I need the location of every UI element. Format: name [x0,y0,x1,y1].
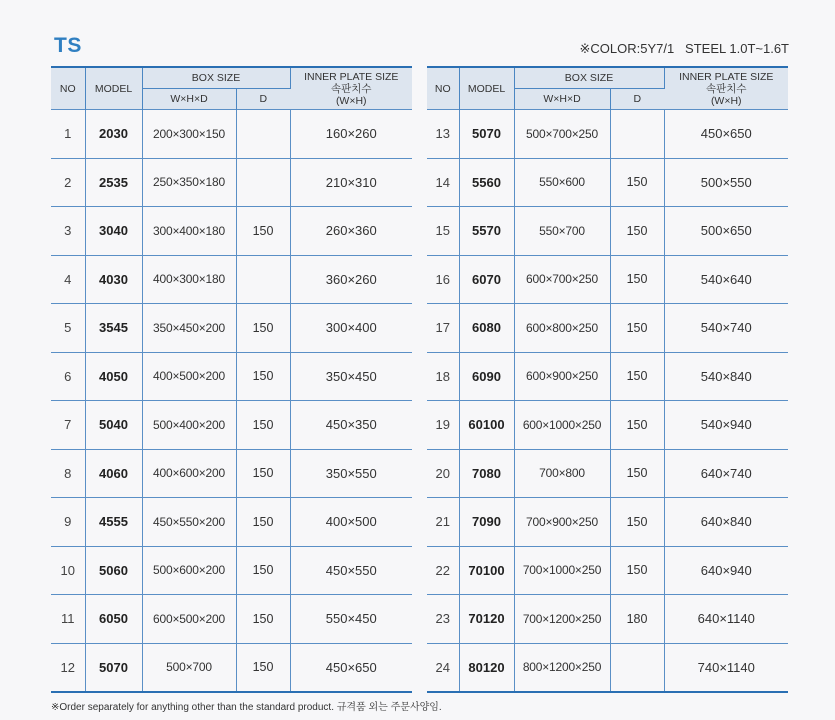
cell-d: 150 [610,449,664,498]
cell-model: 7080 [459,449,514,498]
cell-d: 150 [610,498,664,547]
cell-no: 12 [51,643,85,692]
cell-model: 2030 [85,110,142,159]
cell-no: 7 [51,401,85,450]
cell-no: 10 [51,546,85,595]
header-no: NO [51,67,85,110]
cell-model: 6070 [459,255,514,304]
cell-inner-plate: 210×310 [290,158,412,207]
header-d: D [236,89,290,110]
cell-box-size: 400×600×200 [142,449,236,498]
cell-box-size: 500×700×250 [514,110,610,159]
cell-d: 150 [610,304,664,353]
cell-no: 5 [51,304,85,353]
cell-d: 150 [236,546,290,595]
cell-model: 5040 [85,401,142,450]
table-row [427,546,788,595]
cell-model: 80120 [459,643,514,692]
page-title: TS [54,34,82,57]
cell-inner-plate: 540×940 [664,401,788,450]
header-box-size: BOX SIZE [514,67,664,89]
table-row [427,595,788,644]
cell-d: 150 [236,207,290,256]
cell-d: 150 [610,546,664,595]
cell-no: 4 [51,255,85,304]
cell-d: 150 [236,401,290,450]
cell-inner-plate: 640×1140 [664,595,788,644]
cell-no: 15 [427,207,459,256]
cell-no: 1 [51,110,85,159]
header-inner-plate [664,67,788,110]
cell-model: 5070 [85,643,142,692]
cell-inner-plate: 260×360 [290,207,412,256]
cell-no: 8 [51,449,85,498]
cell-no: 17 [427,304,459,353]
table-row [427,643,788,692]
cell-model: 60100 [459,401,514,450]
spec-table-right [427,66,788,693]
cell-inner-plate: 740×1140 [664,643,788,692]
table-row [427,255,788,304]
cell-box-size: 800×1200×250 [514,643,610,692]
header-inner-plate-line2: 속판치수 [705,82,747,95]
cell-model: 70120 [459,595,514,644]
cell-box-size: 400×300×180 [142,255,236,304]
cell-box-size: 700×800 [514,449,610,498]
cell-no: 14 [427,158,459,207]
table-row [51,110,412,159]
cell-box-size: 500×700 [142,643,236,692]
table-row [51,207,412,256]
cell-box-size: 600×500×200 [142,595,236,644]
cell-d: 150 [610,158,664,207]
cell-d: 150 [236,643,290,692]
cell-inner-plate: 540×640 [664,255,788,304]
cell-no: 3 [51,207,85,256]
cell-box-size: 600×800×250 [514,304,610,353]
cell-inner-plate: 450×550 [290,546,412,595]
cell-no: 2 [51,158,85,207]
cell-box-size: 550×600 [514,158,610,207]
cell-box-size: 500×600×200 [142,546,236,595]
cell-box-size: 600×1000×250 [514,401,610,450]
header-no: NO [427,67,459,110]
header-box-size: BOX SIZE [142,67,290,89]
header-inner-plate-line2: 속판치수 [330,82,372,95]
table-row [427,207,788,256]
cell-no: 20 [427,449,459,498]
cell-inner-plate: 540×840 [664,352,788,401]
cell-box-size: 450×550×200 [142,498,236,547]
cell-d: 150 [610,401,664,450]
cell-model: 70100 [459,546,514,595]
table-row [427,158,788,207]
cell-no: 24 [427,643,459,692]
cell-no: 16 [427,255,459,304]
cell-box-size: 600×900×250 [514,352,610,401]
cell-d [610,110,664,159]
cell-model: 6080 [459,304,514,353]
cell-model: 5070 [459,110,514,159]
table-row [51,643,412,692]
cell-model: 4030 [85,255,142,304]
cell-model: 3545 [85,304,142,353]
cell-inner-plate: 640×740 [664,449,788,498]
table-row [51,255,412,304]
cell-d: 150 [610,255,664,304]
cell-d: 150 [236,498,290,547]
cell-no: 18 [427,352,459,401]
cell-model: 7090 [459,498,514,547]
cell-d: 150 [236,352,290,401]
cell-model: 4060 [85,449,142,498]
header-model: MODEL [85,67,142,110]
cell-inner-plate: 640×840 [664,498,788,547]
cell-box-size: 400×500×200 [142,352,236,401]
color-steel-spec: ※COLOR:5Y7/1 STEEL 1.0T~1.6T [579,41,789,56]
cell-model: 4555 [85,498,142,547]
cell-no: 23 [427,595,459,644]
cell-box-size: 200×300×150 [142,110,236,159]
cell-d: 180 [610,595,664,644]
header-inner-plate [290,67,412,110]
cell-d [236,255,290,304]
table-row [427,352,788,401]
footnote: ※Order separately for anything other than the standard product. 규격품 외는 주문사양임. [51,702,442,713]
cell-box-size: 700×900×250 [514,498,610,547]
table-row [51,401,412,450]
cell-no: 11 [51,595,85,644]
table-row [51,352,412,401]
cell-d: 150 [610,207,664,256]
cell-box-size: 250×350×180 [142,158,236,207]
cell-no: 9 [51,498,85,547]
header-whd: W×H×D [514,89,610,110]
header-inner-plate-line3: (W×H) [335,94,367,107]
table-row [427,304,788,353]
cell-d [236,110,290,159]
header-whd: W×H×D [142,89,236,110]
cell-inner-plate: 300×400 [290,304,412,353]
cell-inner-plate: 450×650 [290,643,412,692]
cell-inner-plate: 350×450 [290,352,412,401]
header-d: D [610,89,664,110]
table-row [51,595,412,644]
cell-inner-plate: 500×550 [664,158,788,207]
table-row [427,110,788,159]
cell-model: 2535 [85,158,142,207]
spec-table-left [51,66,412,693]
table-row [51,546,412,595]
cell-inner-plate: 450×650 [664,110,788,159]
cell-inner-plate: 350×550 [290,449,412,498]
cell-inner-plate: 360×260 [290,255,412,304]
cell-no: 19 [427,401,459,450]
cell-inner-plate: 550×450 [290,595,412,644]
table-row [51,304,412,353]
cell-model: 5570 [459,207,514,256]
cell-no: 13 [427,110,459,159]
cell-box-size: 700×1000×250 [514,546,610,595]
cell-model: 5560 [459,158,514,207]
cell-no: 22 [427,546,459,595]
table-row [51,158,412,207]
cell-inner-plate: 640×940 [664,546,788,595]
cell-box-size: 600×700×250 [514,255,610,304]
header-inner-plate-line1: INNER PLATE SIZE [304,70,399,83]
cell-model: 4050 [85,352,142,401]
cell-d: 150 [236,595,290,644]
cell-inner-plate: 500×650 [664,207,788,256]
table-row [427,498,788,547]
cell-box-size: 550×700 [514,207,610,256]
cell-no: 21 [427,498,459,547]
header-inner-plate-line3: (W×H) [710,94,742,107]
cell-d: 150 [236,449,290,498]
cell-box-size: 350×450×200 [142,304,236,353]
table-row [51,498,412,547]
cell-model: 3040 [85,207,142,256]
cell-model: 5060 [85,546,142,595]
cell-box-size: 700×1200×250 [514,595,610,644]
cell-d [236,158,290,207]
cell-inner-plate: 400×500 [290,498,412,547]
table-row [427,401,788,450]
cell-box-size: 300×400×180 [142,207,236,256]
header-inner-plate-line1: INNER PLATE SIZE [679,70,774,83]
table-row [427,449,788,498]
table-row [51,449,412,498]
cell-d: 150 [610,352,664,401]
cell-inner-plate: 160×260 [290,110,412,159]
cell-model: 6090 [459,352,514,401]
cell-d [610,643,664,692]
cell-inner-plate: 450×350 [290,401,412,450]
cell-d: 150 [236,304,290,353]
header-model: MODEL [459,67,514,110]
cell-box-size: 500×400×200 [142,401,236,450]
cell-inner-plate: 540×740 [664,304,788,353]
cell-no: 6 [51,352,85,401]
cell-model: 6050 [85,595,142,644]
